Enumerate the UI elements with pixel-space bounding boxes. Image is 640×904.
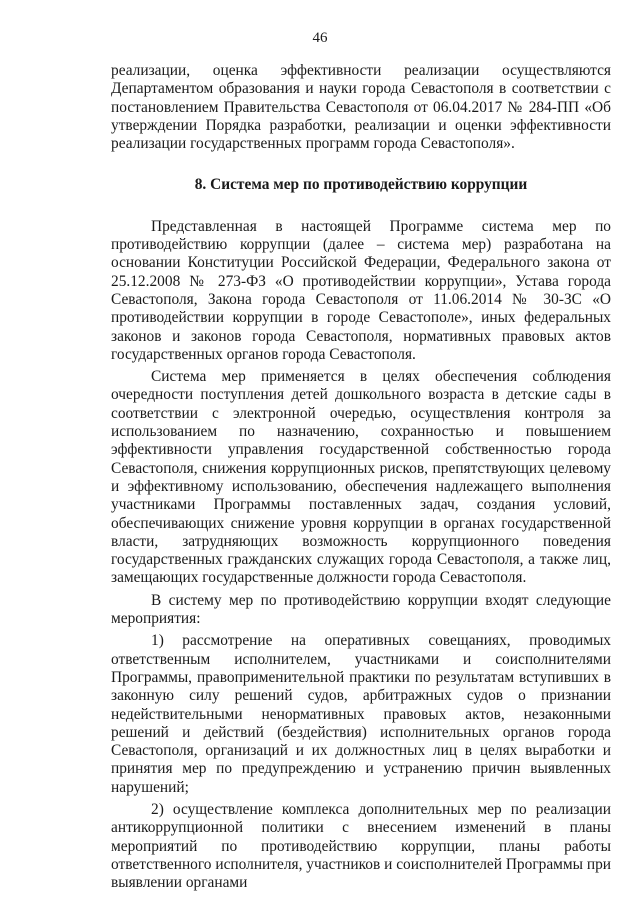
document-body [111, 62, 611, 892]
paragraph-purpose: Система мер применяется в целях обеспечения соблюдения очередности поступления детей дошкольного возраста в детские сады в соответствии с электронной очередью, осуществления контроля за использованием по назначению, сохранностью и повышением эффективности управления государственной собственностью города Севастополя, снижения коррупционных рисков, препятствующих целевому и эффективному использованию, обеспечения надлежащего выполнения участниками Программы поставленных задач, создания условий, обеспечивающих снижение уровня коррупции в органах государственной власти, затрудняющих возможность коррупционного поведения государственных гражданских служащих города Севастополя, а также лиц, замещающих государственные должности города Севастополя. [111, 368, 611, 587]
paragraph-measures-intro: В систему мер по противодействию коррупции входят следующие мероприятия: [111, 591, 611, 628]
section-heading: 8. Система мер по противодействию коррупции [194, 176, 528, 194]
list-item-measure-2: 2) осуществление комплекса дополнительных мер по реализации антикоррупционной политики с внесением изменений в планы мероприятий по противодействию коррупции, планы работы ответственного исполнителя, участников и соисполнителей Программы при выявлении органами [111, 800, 611, 892]
page-number: 46 [312, 30, 328, 46]
paragraph-legal-basis: Представленная в настоящей Программе система мер по противодействию коррупции (далее – система мер) разработана на основании Конституции Российской Федерации, Федерального закона от 25.12.2008 № 273-ФЗ «О противодействии коррупции», Устава города Севастополя, Закона города Севастополя от 11.06.2014 № 30-ЗС «О противодействии коррупции в городе Севастополе», иных федеральных законов и законов города Севастополя, нормативных правовых актов государственных органов города Севастополя. [111, 217, 611, 363]
list-item-measure-1: 1) рассмотрение на оперативных совещаниях, проводимых ответственным исполнителем, участниками и соисполнителями Программы, правоприменительной практики по результатам вступивших в законную силу решений судов, арбитражных судов о признании недействительными ненормативных правовых актов, незаконными решений и действий (бездействия) исполнительных органов города Севастополя, организаций и их должностных лиц в целях выработки и принятия мер по предупреждению и устранению причин выявленных нарушений; [111, 632, 611, 796]
intro-paragraph: реализации, оценка эффективности реализации осуществляются Департаментом образования и науки города Севастополя в соответствии с постановлением Правительства Севастополя от 06.04.2017 № 284-ПП «Об утверждении Порядка разработки, реализации и оценки эффективности реализации государственных программ города Севастополя». [111, 62, 611, 153]
